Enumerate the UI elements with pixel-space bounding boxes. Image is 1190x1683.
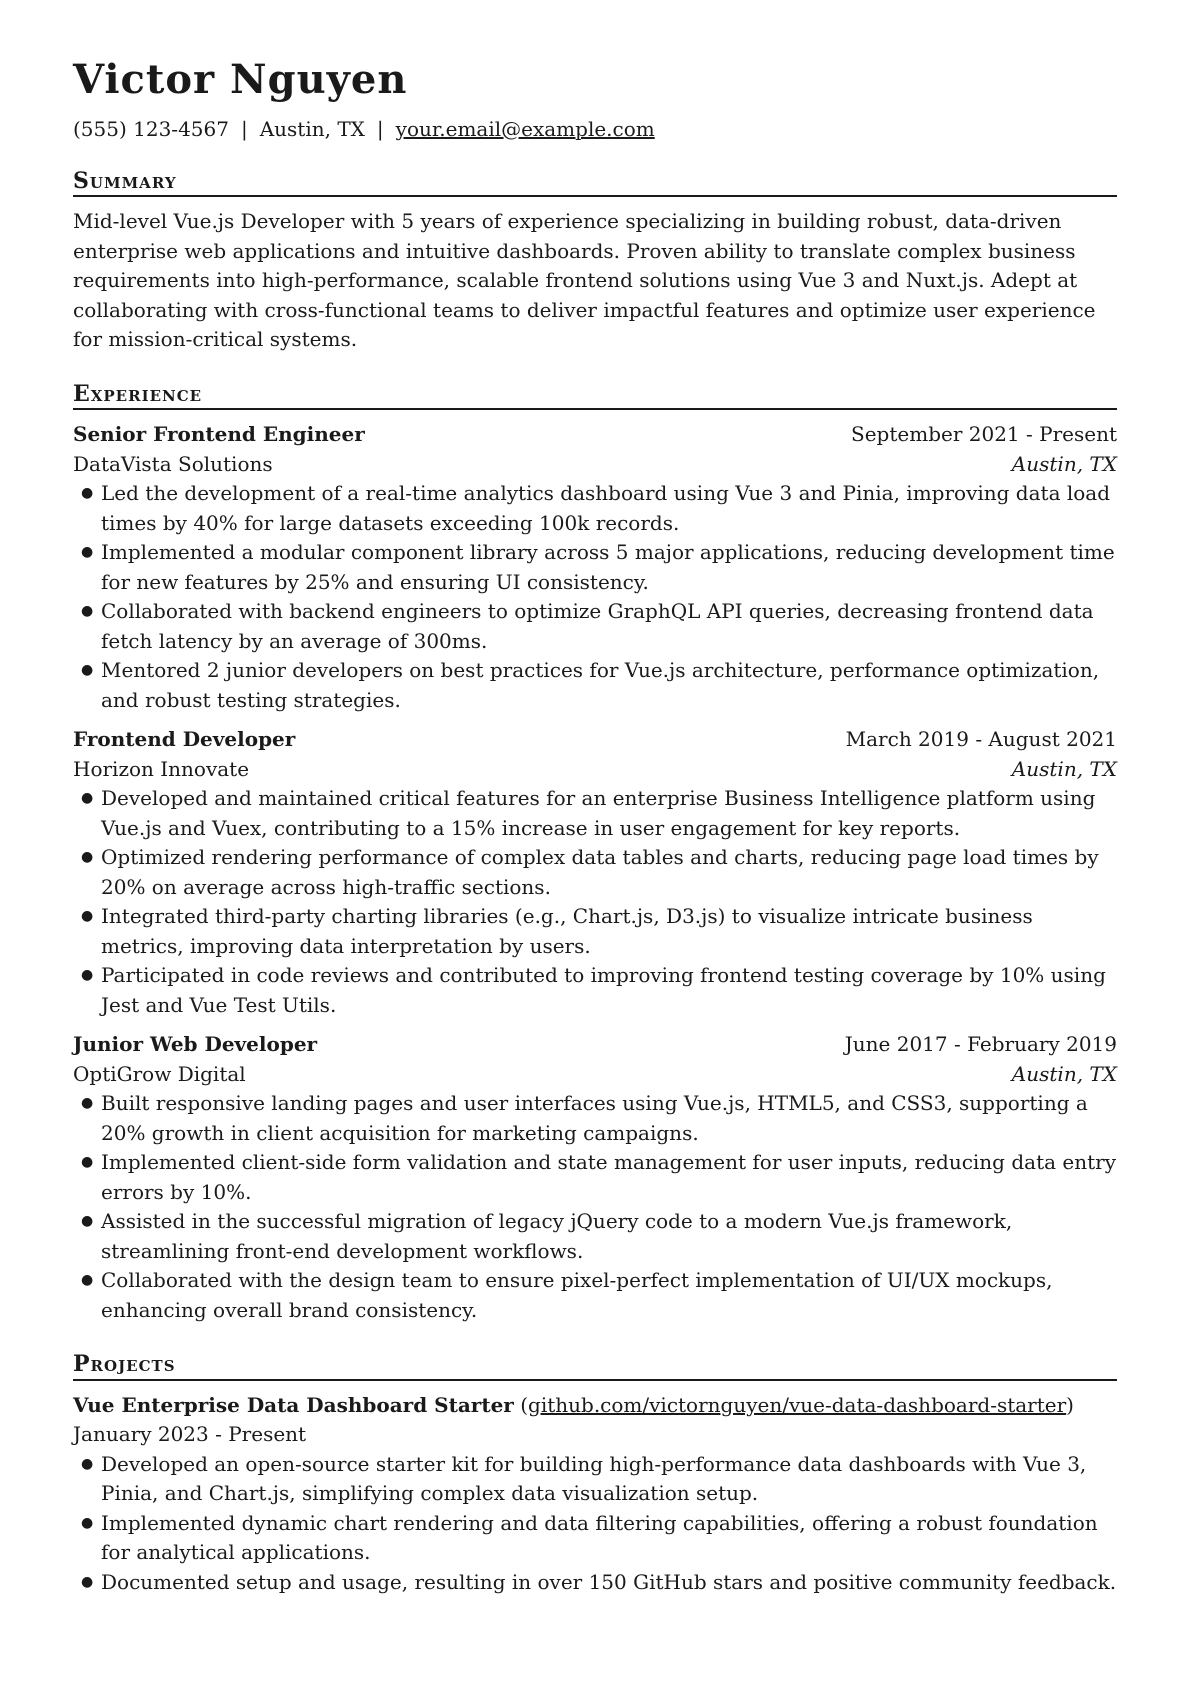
summary-text: Mid-level Vue.js Developer with 5 years of experience specializing in building robust, data-driven enterprise web applications and intuitive dashboards. Proven ability to translate complex business requirements into high-performance, scalable frontend solutions using Vue 3 and Nuxt.js. Adept at collaborating with cross-functional teams to deliver impactful features and optimize user experience for mission-critical systems.	[73, 209, 1096, 352]
job-location: Austin, TX	[1011, 756, 1117, 781]
bullet-item: ● Mentored 2 junior developers on best practices for Vue.js architecture, performance optimization, and robust testing strategies.	[81, 658, 1100, 712]
bullet-item: ● Developed an open-source starter kit for building high-performance data dashboards with Vue 3, Pinia, and Chart.js, simplifying complex data visualization setup.	[81, 1451, 1087, 1506]
job-entry	[73, 725, 1117, 1020]
project-dates: January 2023 - Present	[73, 1422, 307, 1447]
contact-separator: |	[376, 117, 384, 141]
bullet-icon: ●	[81, 1154, 94, 1171]
bullet-icon: ●	[81, 1272, 94, 1289]
job-title: Senior Frontend Engineer	[73, 422, 365, 447]
contact-separator: |	[240, 117, 248, 141]
project-header: Vue Enterprise Data Dashboard Starter (github.com/victornguyen/vue-data-dashboard-starter) January 2023 - Present	[73, 1392, 1074, 1447]
candidate-name: Victor Nguyen	[73, 56, 408, 103]
company-name: DataVista Solutions	[73, 451, 273, 476]
project-link[interactable]: github.com/victornguyen/vue-data-dashboard-starter	[528, 1392, 1067, 1417]
bullet-icon: ●	[81, 1095, 94, 1112]
bullet-item: ● Implemented a modular component library across 5 major applications, reducing development time for new features by 25% and ensuring UI consistency.	[81, 540, 1115, 594]
bullet-item: ● Led the development of a real-time analytics dashboard using Vue 3 and Pinia, improving data load times by 40% for large datasets exceeding 100k records.	[81, 481, 1111, 535]
bullet-item: ● Collaborated with the design team to ensure pixel-perfect implementation of UI/UX mockups, enhancing overall brand consistency.	[81, 1268, 1053, 1322]
bullet-item: ● Assisted in the successful migration of legacy jQuery code to a modern Vue.js framework, streamlining front-end development workflows.	[81, 1209, 1013, 1263]
bullet-item: ● Developed and maintained critical features for an enterprise Business Intelligence platform using Vue.js and Vuex, contributing to a 15% increase in user engagement for key reports.	[81, 786, 1096, 840]
bullet-list	[73, 1089, 1117, 1325]
bullet-icon: ●	[81, 790, 94, 807]
job-location: Austin, TX	[1011, 451, 1117, 476]
bullet-icon: ●	[81, 967, 94, 984]
bullet-icon: ●	[81, 1213, 94, 1230]
job-dates: June 2017 - February 2019	[844, 1032, 1117, 1057]
bullet-icon: ●	[81, 662, 94, 679]
section-title-projects: Projects	[73, 1351, 1117, 1380]
job-dates: March 2019 - August 2021	[845, 727, 1117, 752]
job-title: Frontend Developer	[73, 727, 296, 752]
contact-line	[73, 116, 1117, 142]
company-name: OptiGrow Digital	[73, 1061, 246, 1086]
bullet-item: ● Collaborated with backend engineers to optimize GraphQL API queries, decreasing frontend data fetch latency by an average of 300ms.	[81, 599, 1094, 653]
bullet-item: ● Integrated third-party charting libraries (e.g., Chart.js, D3.js) to visualize intricate business metrics, improving data interpretation by users.	[81, 904, 1033, 958]
job-entry	[73, 1030, 1117, 1325]
bullet-icon: ●	[81, 544, 94, 561]
bullet-icon: ●	[81, 1455, 94, 1472]
bullet-icon: ●	[81, 603, 94, 620]
bullet-icon: ●	[81, 1514, 94, 1531]
job-dates: September 2021 - Present	[851, 422, 1117, 447]
bullet-list	[73, 784, 1117, 1020]
job-location: Austin, TX	[1011, 1061, 1117, 1086]
project-title: Vue Enterprise Data Dashboard Starter	[73, 1392, 514, 1417]
bullet-icon: ●	[81, 908, 94, 925]
bullet-item: ● Documented setup and usage, resulting in over 150 GitHub stars and positive community feedback.	[73, 1568, 1117, 1598]
section-title-experience: Experience	[73, 381, 1117, 410]
bullet-item: ● Optimized rendering performance of complex data tables and charts, reducing page load times by 20% on average across high-traffic sections.	[81, 845, 1099, 899]
phone-number: (555) 123-4567	[73, 117, 229, 141]
bullet-icon: ●	[81, 849, 94, 866]
bullet-list	[73, 479, 1117, 715]
bullet-item: ● Implemented client-side form validation and state management for user inputs, reducing data entry errors by 10%.	[81, 1150, 1116, 1204]
bullet-item: ● Participated in code reviews and contributed to improving frontend testing coverage by 10% using Jest and Vue Test Utils.	[81, 963, 1106, 1017]
contact-location: Austin, TX	[259, 117, 365, 141]
email-link[interactable]: your.email@example.com	[395, 117, 655, 141]
bullet-icon: ●	[81, 1573, 94, 1590]
job-entry	[73, 420, 1117, 715]
bullet-icon: ●	[81, 485, 94, 502]
company-name: Horizon Innovate	[73, 756, 250, 781]
bullet-list	[73, 1450, 1117, 1598]
bullet-item: ● Built responsive landing pages and user interfaces using Vue.js, HTML5, and CSS3, supporting a 20% growth in client acquisition for marketing campaigns.	[81, 1091, 1088, 1145]
job-title: Junior Web Developer	[73, 1032, 318, 1057]
section-title-summary: Summary	[73, 168, 1117, 197]
bullet-item: ● Implemented dynamic chart rendering and data filtering capabilities, offering a robust foundation for analytical applications.	[81, 1510, 1098, 1565]
